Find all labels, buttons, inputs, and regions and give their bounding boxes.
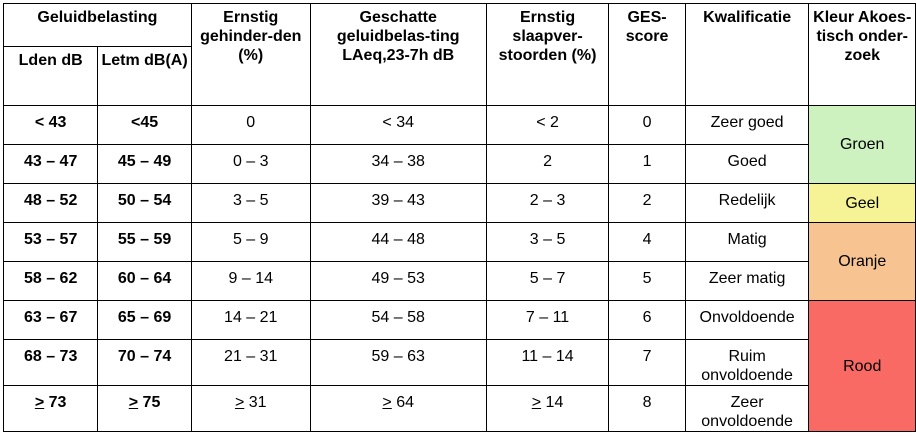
table-row: [4, 262, 916, 301]
ges-score-cell: 0: [609, 106, 685, 145]
table-row: [4, 223, 916, 262]
kwalificatie-cell: Onvoldoende: [685, 301, 809, 340]
gehinderden-cell: 5 – 9: [191, 223, 310, 262]
slaapverstoorden-cell: 11 – 14: [486, 340, 609, 386]
ges-score-cell: 6: [609, 301, 685, 340]
slaapverstoorden-cell: 2: [486, 145, 609, 184]
lden-cell: 63 – 67: [4, 301, 98, 340]
gehinderden-cell: 0: [191, 106, 310, 145]
header-ernstig-gehinderden: Ernstig gehinder-den (%): [191, 4, 310, 106]
letm-cell: 50 – 54: [98, 184, 192, 223]
header-letm: Letm dB(A): [98, 47, 192, 106]
header-geluidbelasting: Geluidbelasting: [4, 4, 192, 47]
letm-cell: <45: [98, 106, 192, 145]
slaapverstoorden-cell: < 2: [486, 106, 609, 145]
kleur-rood-cell: Rood: [809, 301, 916, 432]
header-ernstig-slaapverstoorden: Ernstig slaapver-stoorden (%): [486, 4, 609, 106]
laeq-cell: 34 – 38: [310, 145, 486, 184]
kleur-groen-cell: Groen: [809, 106, 916, 184]
letm-cell: 60 – 64: [98, 262, 192, 301]
header-geschatte-geluidbelasting: Geschatte geluidbelas-ting LAeq,23-7h dB: [310, 4, 486, 106]
lden-cell: 53 – 57: [4, 223, 98, 262]
header-kwalificatie: Kwalificatie: [685, 4, 809, 106]
slaapverstoorden-cell: 3 – 5: [486, 223, 609, 262]
gehinderden-symbol: >: [234, 394, 245, 411]
lden-symbol: >: [34, 394, 45, 411]
laeq-cell: 59 – 63: [310, 340, 486, 386]
kwalificatie-cell: Redelijk: [685, 184, 809, 223]
gehinderden-value: 31: [244, 394, 267, 411]
kwalificatie-cell: Matig: [685, 223, 809, 262]
slaapverstoorden-value: 14: [541, 394, 564, 411]
kleur-oranje-cell: Oranje: [809, 223, 916, 301]
letm-cell: 45 – 49: [98, 145, 192, 184]
kleur-geel-cell: Geel: [809, 184, 916, 223]
laeq-symbol: >: [382, 394, 392, 411]
lden-cell: 68 – 73: [4, 340, 98, 386]
laeq-cell: 54 – 58: [310, 301, 486, 340]
header-ges-score: GES-score: [609, 4, 685, 106]
laeq-cell: < 34: [310, 106, 486, 145]
ges-score-cell: 8: [609, 386, 685, 432]
slaapverstoorden-cell: 7 – 11: [486, 301, 609, 340]
ges-score-cell: 7: [609, 340, 685, 386]
laeq-cell: [310, 386, 486, 432]
noise-classification-table: [3, 3, 916, 432]
gehinderden-cell: 0 – 3: [191, 145, 310, 184]
table-row: [4, 386, 916, 432]
kwalificatie-cell: Ruim onvoldoende: [685, 340, 809, 386]
ges-score-cell: 1: [609, 145, 685, 184]
lden-cell: 43 – 47: [4, 145, 98, 184]
lden-cell: 48 – 52: [4, 184, 98, 223]
letm-cell: 70 – 74: [98, 340, 192, 386]
slaapverstoorden-cell: 2 – 3: [486, 184, 609, 223]
table-row: [4, 106, 916, 145]
kwalificatie-cell: Zeer goed: [685, 106, 809, 145]
gehinderden-cell: 14 – 21: [191, 301, 310, 340]
lden-cell: 58 – 62: [4, 262, 98, 301]
laeq-cell: 44 – 48: [310, 223, 486, 262]
header-kleur: Kleur Akoes-tisch onder-zoek: [809, 4, 916, 106]
lden-value: 73: [44, 394, 67, 411]
laeq-value: 64: [391, 394, 415, 411]
table-row: [4, 340, 916, 386]
table-wrapper: [3, 3, 916, 432]
slaapverstoorden-cell: 5 – 7: [486, 262, 609, 301]
letm-value: 75: [138, 394, 161, 411]
header-lden: Lden dB: [4, 47, 98, 106]
ges-score-cell: 5: [609, 262, 685, 301]
ges-score-cell: 4: [609, 223, 685, 262]
gehinderden-cell: [191, 386, 310, 432]
table-row: [4, 184, 916, 223]
letm-symbol: >: [128, 394, 139, 411]
kwalificatie-cell: Zeer matig: [685, 262, 809, 301]
gehinderden-cell: 9 – 14: [191, 262, 310, 301]
gehinderden-cell: 21 – 31: [191, 340, 310, 386]
table-row: [4, 301, 916, 340]
slaapverstoorden-symbol: >: [531, 394, 542, 411]
laeq-cell: 49 – 53: [310, 262, 486, 301]
gehinderden-cell: 3 – 5: [191, 184, 310, 223]
lden-cell: < 43: [4, 106, 98, 145]
kwalificatie-cell: Goed: [685, 145, 809, 184]
laeq-cell: 39 – 43: [310, 184, 486, 223]
table-row: [4, 145, 916, 184]
slaapverstoorden-cell: [486, 386, 609, 432]
ges-score-cell: 2: [609, 184, 685, 223]
kwalificatie-cell: Zeer onvoldoende: [685, 386, 809, 432]
letm-cell: 55 – 59: [98, 223, 192, 262]
letm-cell: [98, 386, 192, 432]
letm-cell: 65 – 69: [98, 301, 192, 340]
lden-cell: [4, 386, 98, 432]
